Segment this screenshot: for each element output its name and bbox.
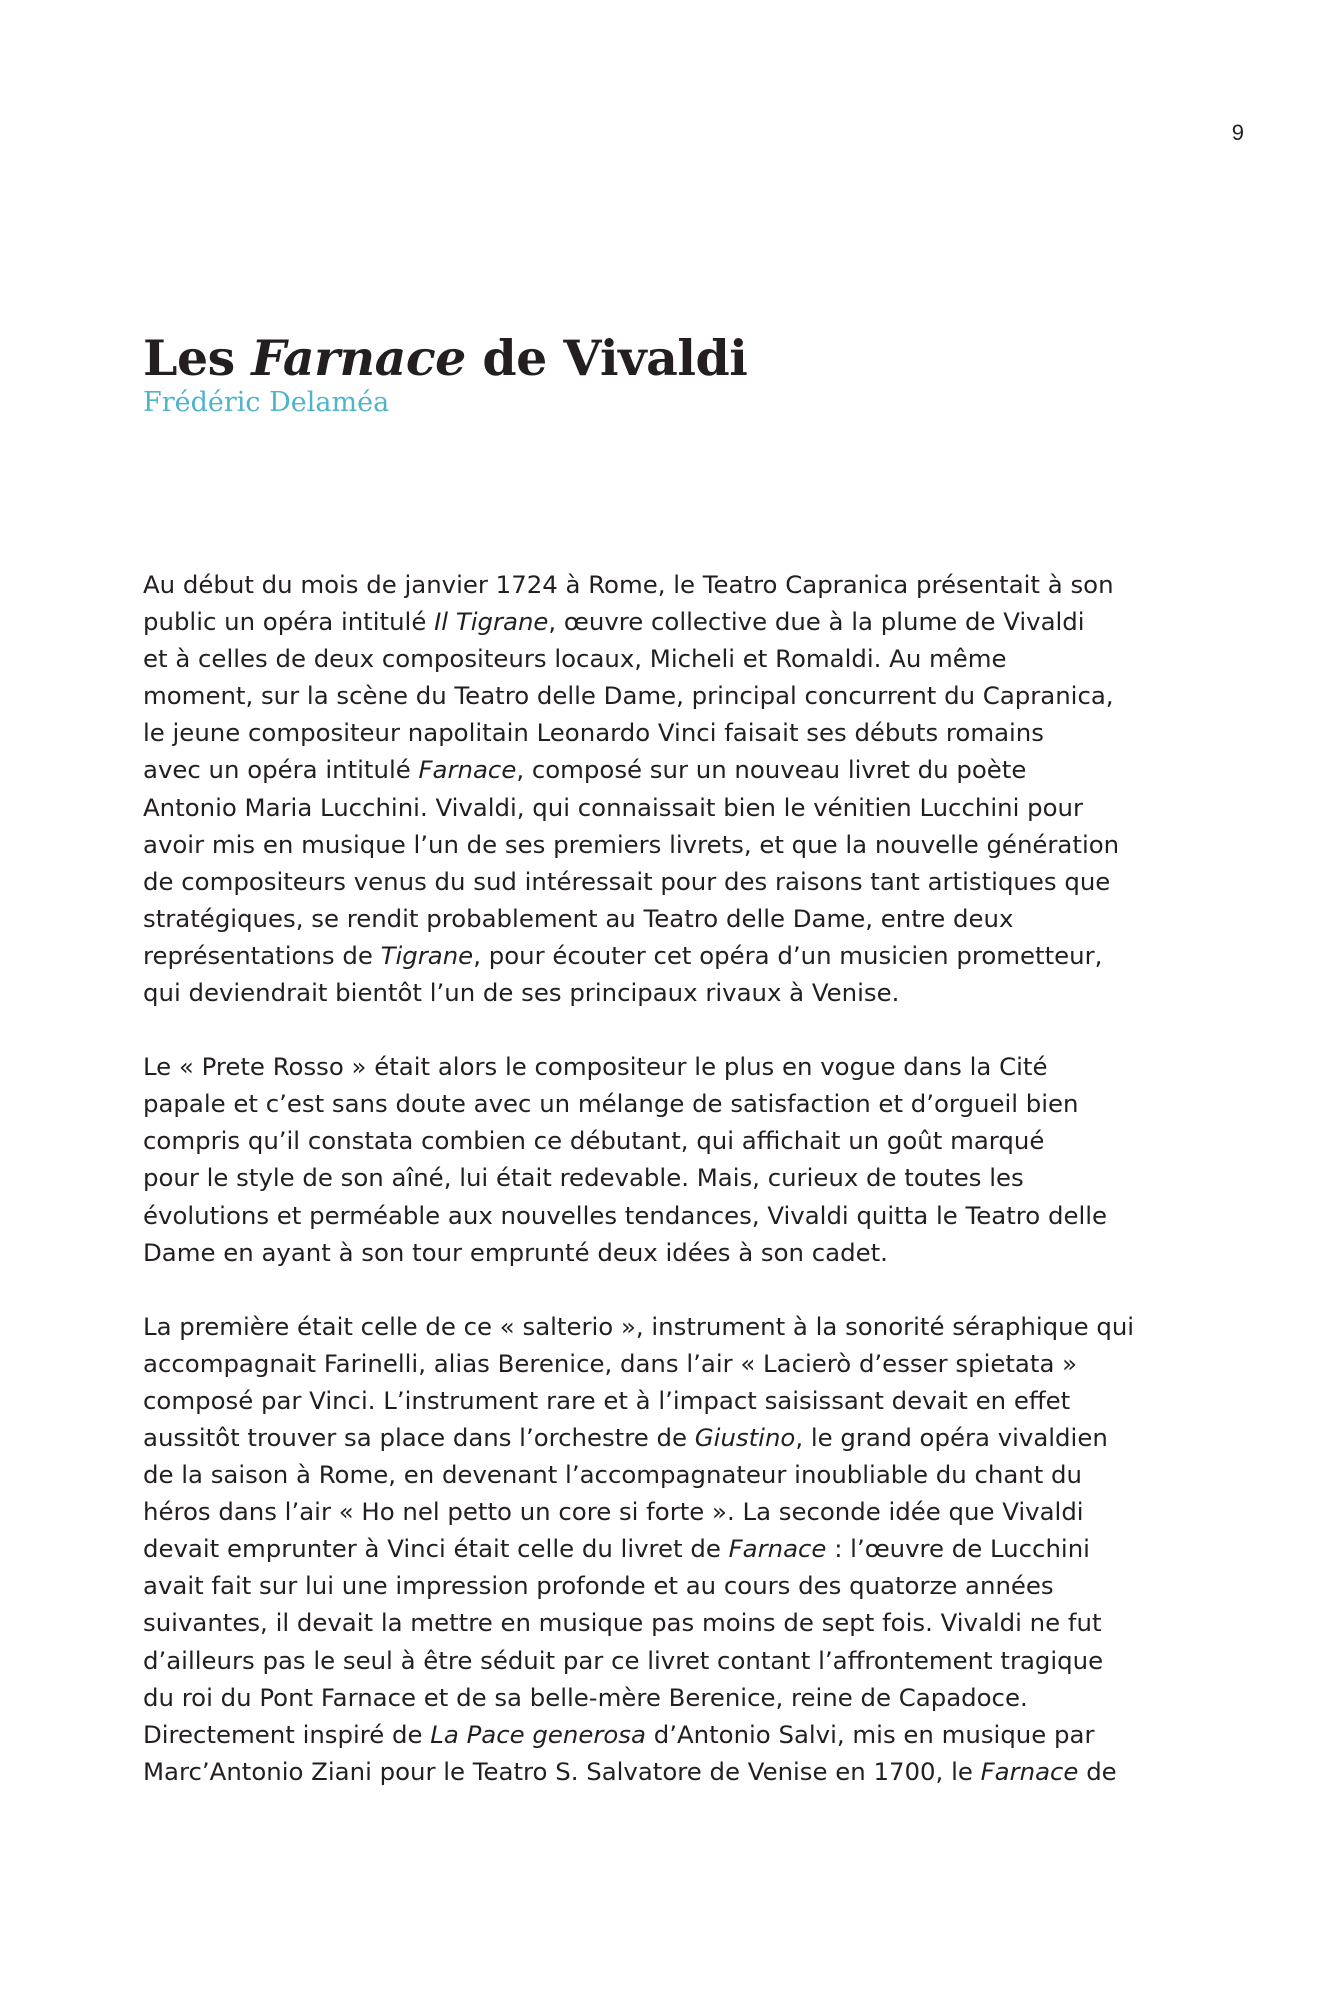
- article-author: Frédéric Delaméa: [143, 387, 390, 418]
- page-number: 9: [1231, 120, 1244, 145]
- text-run: représentations de: [143, 940, 381, 970]
- italic-title: Il Tigrane: [434, 607, 549, 637]
- text-run: composé par Vinci. L’instrument rare et à l’impact saisissant devait en effet: [143, 1385, 1071, 1415]
- text-line: [143, 826, 1203, 863]
- text-line: [143, 1716, 1203, 1753]
- paragraph: [143, 566, 1203, 1011]
- text-run: Marc’Antonio Ziani pour le Teatro S. Salvatore de Venise en 1700, le: [143, 1756, 981, 1786]
- text-run: qui deviendrait bientôt l’un de ses principaux rivaux à Venise.: [143, 978, 900, 1008]
- text-run: Dame en ayant à son tour emprunté deux idées à son cadet.: [143, 1237, 888, 1267]
- title-before: Les: [143, 329, 252, 387]
- text-run: et à celles de deux compositeurs locaux, Micheli et Romaldi. Au même: [143, 644, 1007, 674]
- article-body: [143, 566, 1203, 1827]
- text-line: [143, 900, 1203, 937]
- text-line: [143, 937, 1203, 974]
- text-line: [143, 789, 1203, 826]
- text-run: Au début du mois de janvier 1724 à Rome, le Teatro Capranica présentait à son: [143, 570, 1114, 599]
- italic-title: Tigrane: [380, 940, 474, 970]
- text-run: La première était celle de ce « salterio », instrument à la sonorité séraphique qui: [143, 1311, 1135, 1341]
- text-line: [143, 1456, 1203, 1493]
- text-run: , composé sur un nouveau livret du poète: [516, 755, 1027, 785]
- text-run: Le « Prete Rosso » était alors le compositeur le plus en vogue dans la Cité: [143, 1052, 1048, 1082]
- text-line: [143, 1345, 1203, 1382]
- text-run: d’Antonio Salvi, mis en musique par: [645, 1719, 1095, 1749]
- text-run: devait emprunter à Vinci était celle du livret de: [143, 1534, 729, 1564]
- text-line: [143, 714, 1203, 751]
- text-line: [143, 1234, 1203, 1271]
- text-line: [143, 1048, 1203, 1085]
- italic-title: La Pace generosa: [430, 1719, 646, 1749]
- text-line: [143, 603, 1203, 640]
- text-run: , œuvre collective due à la plume de Vivaldi: [548, 607, 1085, 637]
- text-run: stratégiques, se rendit probablement au Teatro delle Dame, entre deux: [143, 903, 1014, 933]
- text-run: avec un opéra intitulé: [143, 755, 419, 785]
- text-run: moment, sur la scène du Teatro delle Dame, principal concurrent du Capranica,: [143, 681, 1114, 711]
- text-line: [143, 1567, 1203, 1604]
- text-run: pour le style de son aîné, lui était redevable. Mais, curieux de toutes les: [143, 1163, 1024, 1193]
- text-run: avoir mis en musique l’un de ses premiers livrets, et que la nouvelle génération: [143, 829, 1120, 859]
- text-line: [143, 1159, 1203, 1196]
- italic-title: Farnace: [728, 1534, 827, 1564]
- text-line: [143, 1382, 1203, 1419]
- paragraph: [143, 1048, 1203, 1271]
- title-after: de Vivaldi: [465, 329, 748, 387]
- text-line: [143, 1753, 1203, 1790]
- text-run: public un opéra intitulé: [143, 607, 435, 637]
- text-run: héros dans l’air « Ho nel petto un core si forte ». La seconde idée que Vivaldi: [143, 1497, 1084, 1527]
- text-run: de: [1078, 1756, 1117, 1786]
- text-run: compris qu’il constata combien ce débutant, qui affichait un goût marqué: [143, 1126, 1045, 1156]
- text-line: [143, 1642, 1203, 1679]
- article-title: [143, 330, 1193, 386]
- text-run: accompagnait Farinelli, alias Berenice, dans l’air « Lacierò d’esser spietata »: [143, 1348, 1078, 1378]
- text-line: [143, 566, 1203, 603]
- text-line: [143, 677, 1203, 714]
- text-run: suivantes, il devait la mettre en musique pas moins de sept fois. Vivaldi ne fut: [143, 1608, 1102, 1638]
- text-line: [143, 640, 1203, 677]
- text-run: Antonio Maria Lucchini. Vivaldi, qui connaissait bien le vénitien Lucchini pour: [143, 792, 1083, 822]
- text-run: , pour écouter cet opéra d’un musicien prometteur,: [473, 940, 1103, 970]
- italic-title: Farnace: [980, 1756, 1079, 1786]
- text-run: du roi du Pont Farnace et de sa belle-mère Berenice, reine de Capadoce.: [143, 1682, 1028, 1712]
- text-line: [143, 1419, 1203, 1456]
- text-run: évolutions et perméable aux nouvelles tendances, Vivaldi quitta le Teatro delle: [143, 1200, 1108, 1230]
- italic-title: Giustino: [694, 1422, 796, 1452]
- text-line: [143, 751, 1203, 788]
- text-line: [143, 974, 1203, 1011]
- text-line: [143, 1122, 1203, 1159]
- text-run: : l’œuvre de Lucchini: [826, 1534, 1090, 1564]
- text-line: [143, 863, 1203, 900]
- text-run: de compositeurs venus du sud intéressait pour des raisons tant artistiques que: [143, 866, 1111, 896]
- text-run: papale et c’est sans doute avec un mélange de satisfaction et d’orgueil bien: [143, 1089, 1079, 1119]
- text-line: [143, 1530, 1203, 1567]
- text-run: , le grand opéra vivaldien: [795, 1422, 1108, 1452]
- article-header: [143, 330, 1193, 420]
- text-line: [143, 1085, 1203, 1122]
- text-run: aussitôt trouver sa place dans l’orchestre de: [143, 1422, 695, 1452]
- text-run: d’ailleurs pas le seul à être séduit par ce livret contant l’affrontement tragique: [143, 1645, 1104, 1675]
- paragraph: [143, 1308, 1203, 1790]
- text-run: avait fait sur lui une impression profonde et au cours des quatorze années: [143, 1571, 1054, 1601]
- text-run: de la saison à Rome, en devenant l’accompagnateur inoubliable du chant du: [143, 1460, 1083, 1490]
- text-line: [143, 1493, 1203, 1530]
- text-line: [143, 1679, 1203, 1716]
- text-line: [143, 1308, 1203, 1345]
- italic-title: Farnace: [418, 755, 517, 785]
- text-line: [143, 1604, 1203, 1641]
- title-italic: Farnace: [251, 329, 466, 387]
- text-run: le jeune compositeur napolitain Leonardo Vinci faisait ses débuts romains: [143, 718, 1044, 748]
- text-run: Directement inspiré de: [143, 1719, 431, 1749]
- text-line: [143, 1197, 1203, 1234]
